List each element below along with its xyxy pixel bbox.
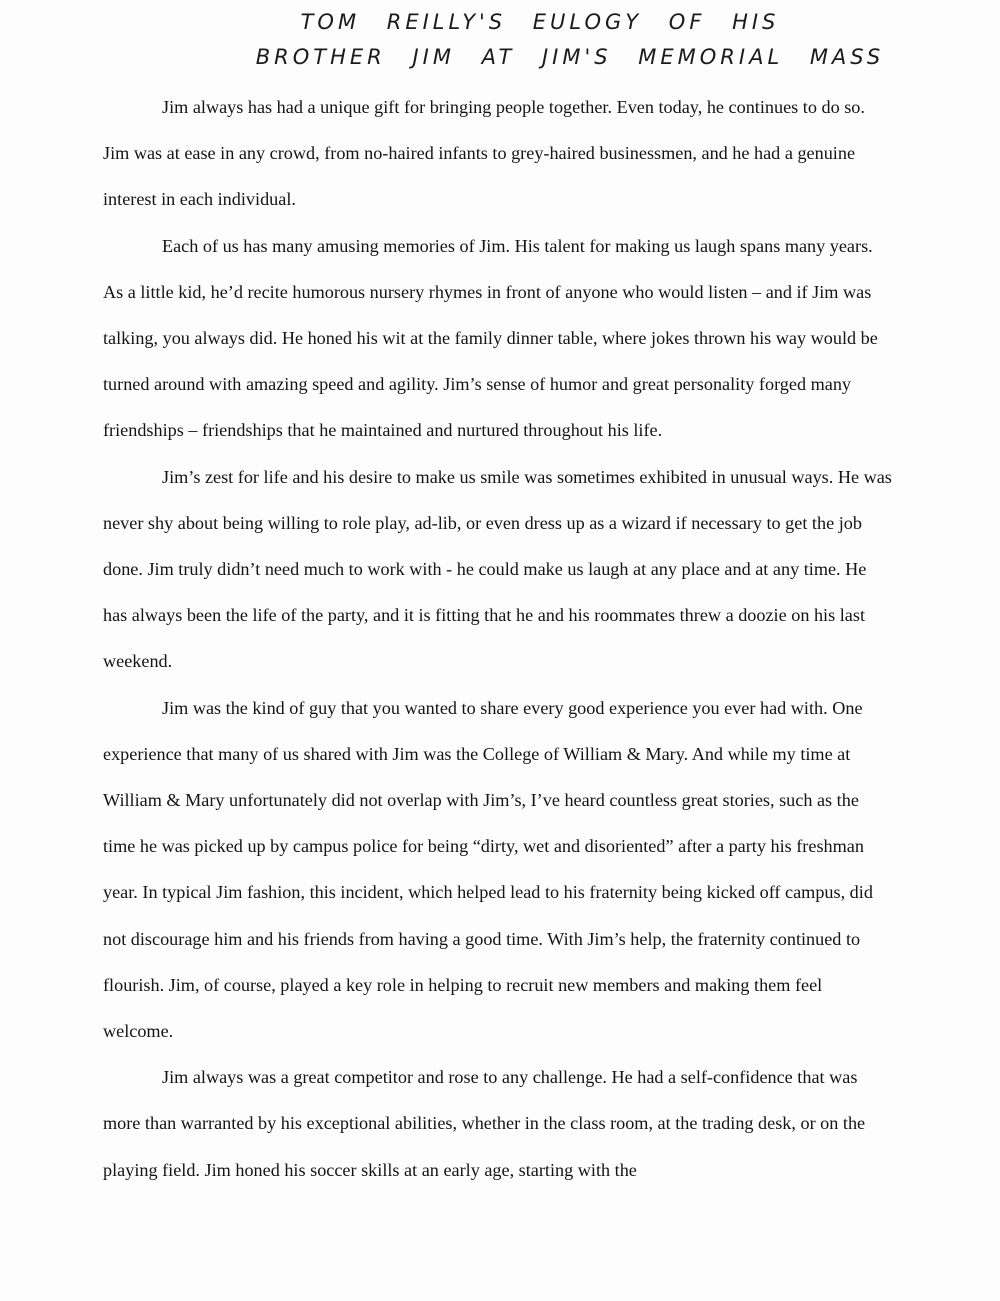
paragraph-2: Each of us has many amusing memories of Jim. His talent for making us laugh spans many years. As a little kid, he’d recite humorous nursery rhymes in front of anyone who would listen – and if Jim was talking, you always did. He honed his wit at the family dinner table, where jokes thrown his way would be turned around with amazing speed and agility. Jim’s sense of humor and great personality forged many friendships – friendships that he maintained and nurtured throughout his life. (103, 235, 878, 441)
handwritten-title-line-2: BROTHER JIM AT JIM'S MEMORIAL MASS (255, 45, 885, 69)
paragraph-3: Jim’s zest for life and his desire to make us smile was sometimes exhibited in unusual ways. He was never shy about being willing to role play, ad-lib, or even dress up as a wizard if necessary to get the job done. Jim truly didn’t need much to work with - he could make us laugh at any place and at any time. He has always been the life of the party, and it is fitting that he and his roommates threw a doozie on his last weekend. (103, 466, 892, 672)
eulogy-body (103, 84, 893, 1193)
paragraph-4: Jim was the kind of guy that you wanted to share every good experience you ever had with. One experience that many of us shared with Jim was the College of William & Mary. And while my time at William & Mary unfortunately did not overlap with Jim’s, I’ve heard countless great stories, such as the time he was picked up by campus police for being “dirty, wet and disoriented” after a party his freshman year. In typical Jim fashion, this incident, which helped lead to his fraternity being kicked off campus, did not discourage him and his friends from having a good time. With Jim’s help, the fraternity continued to flourish. Jim, of course, played a key role in helping to recruit new members and making them feel welcome. (103, 697, 873, 1042)
paragraph-5: Jim always was a great competitor and rose to any challenge. He had a self-confidence that was more than warranted by his exceptional abilities, whether in the class room, at the trading desk, or on the playing field. Jim honed his soccer skills at an early age, starting with the (103, 1067, 866, 1180)
handwritten-title-line-1: TOM REILLY'S EULOGY OF HIS (300, 10, 780, 34)
paragraph-1: Jim always has had a unique gift for bringing people together. Even today, he continues to do so. Jim was at ease in any crowd, from no-haired infants to grey-haired businessmen, and he had a genuine interest in each individual. (103, 97, 865, 210)
